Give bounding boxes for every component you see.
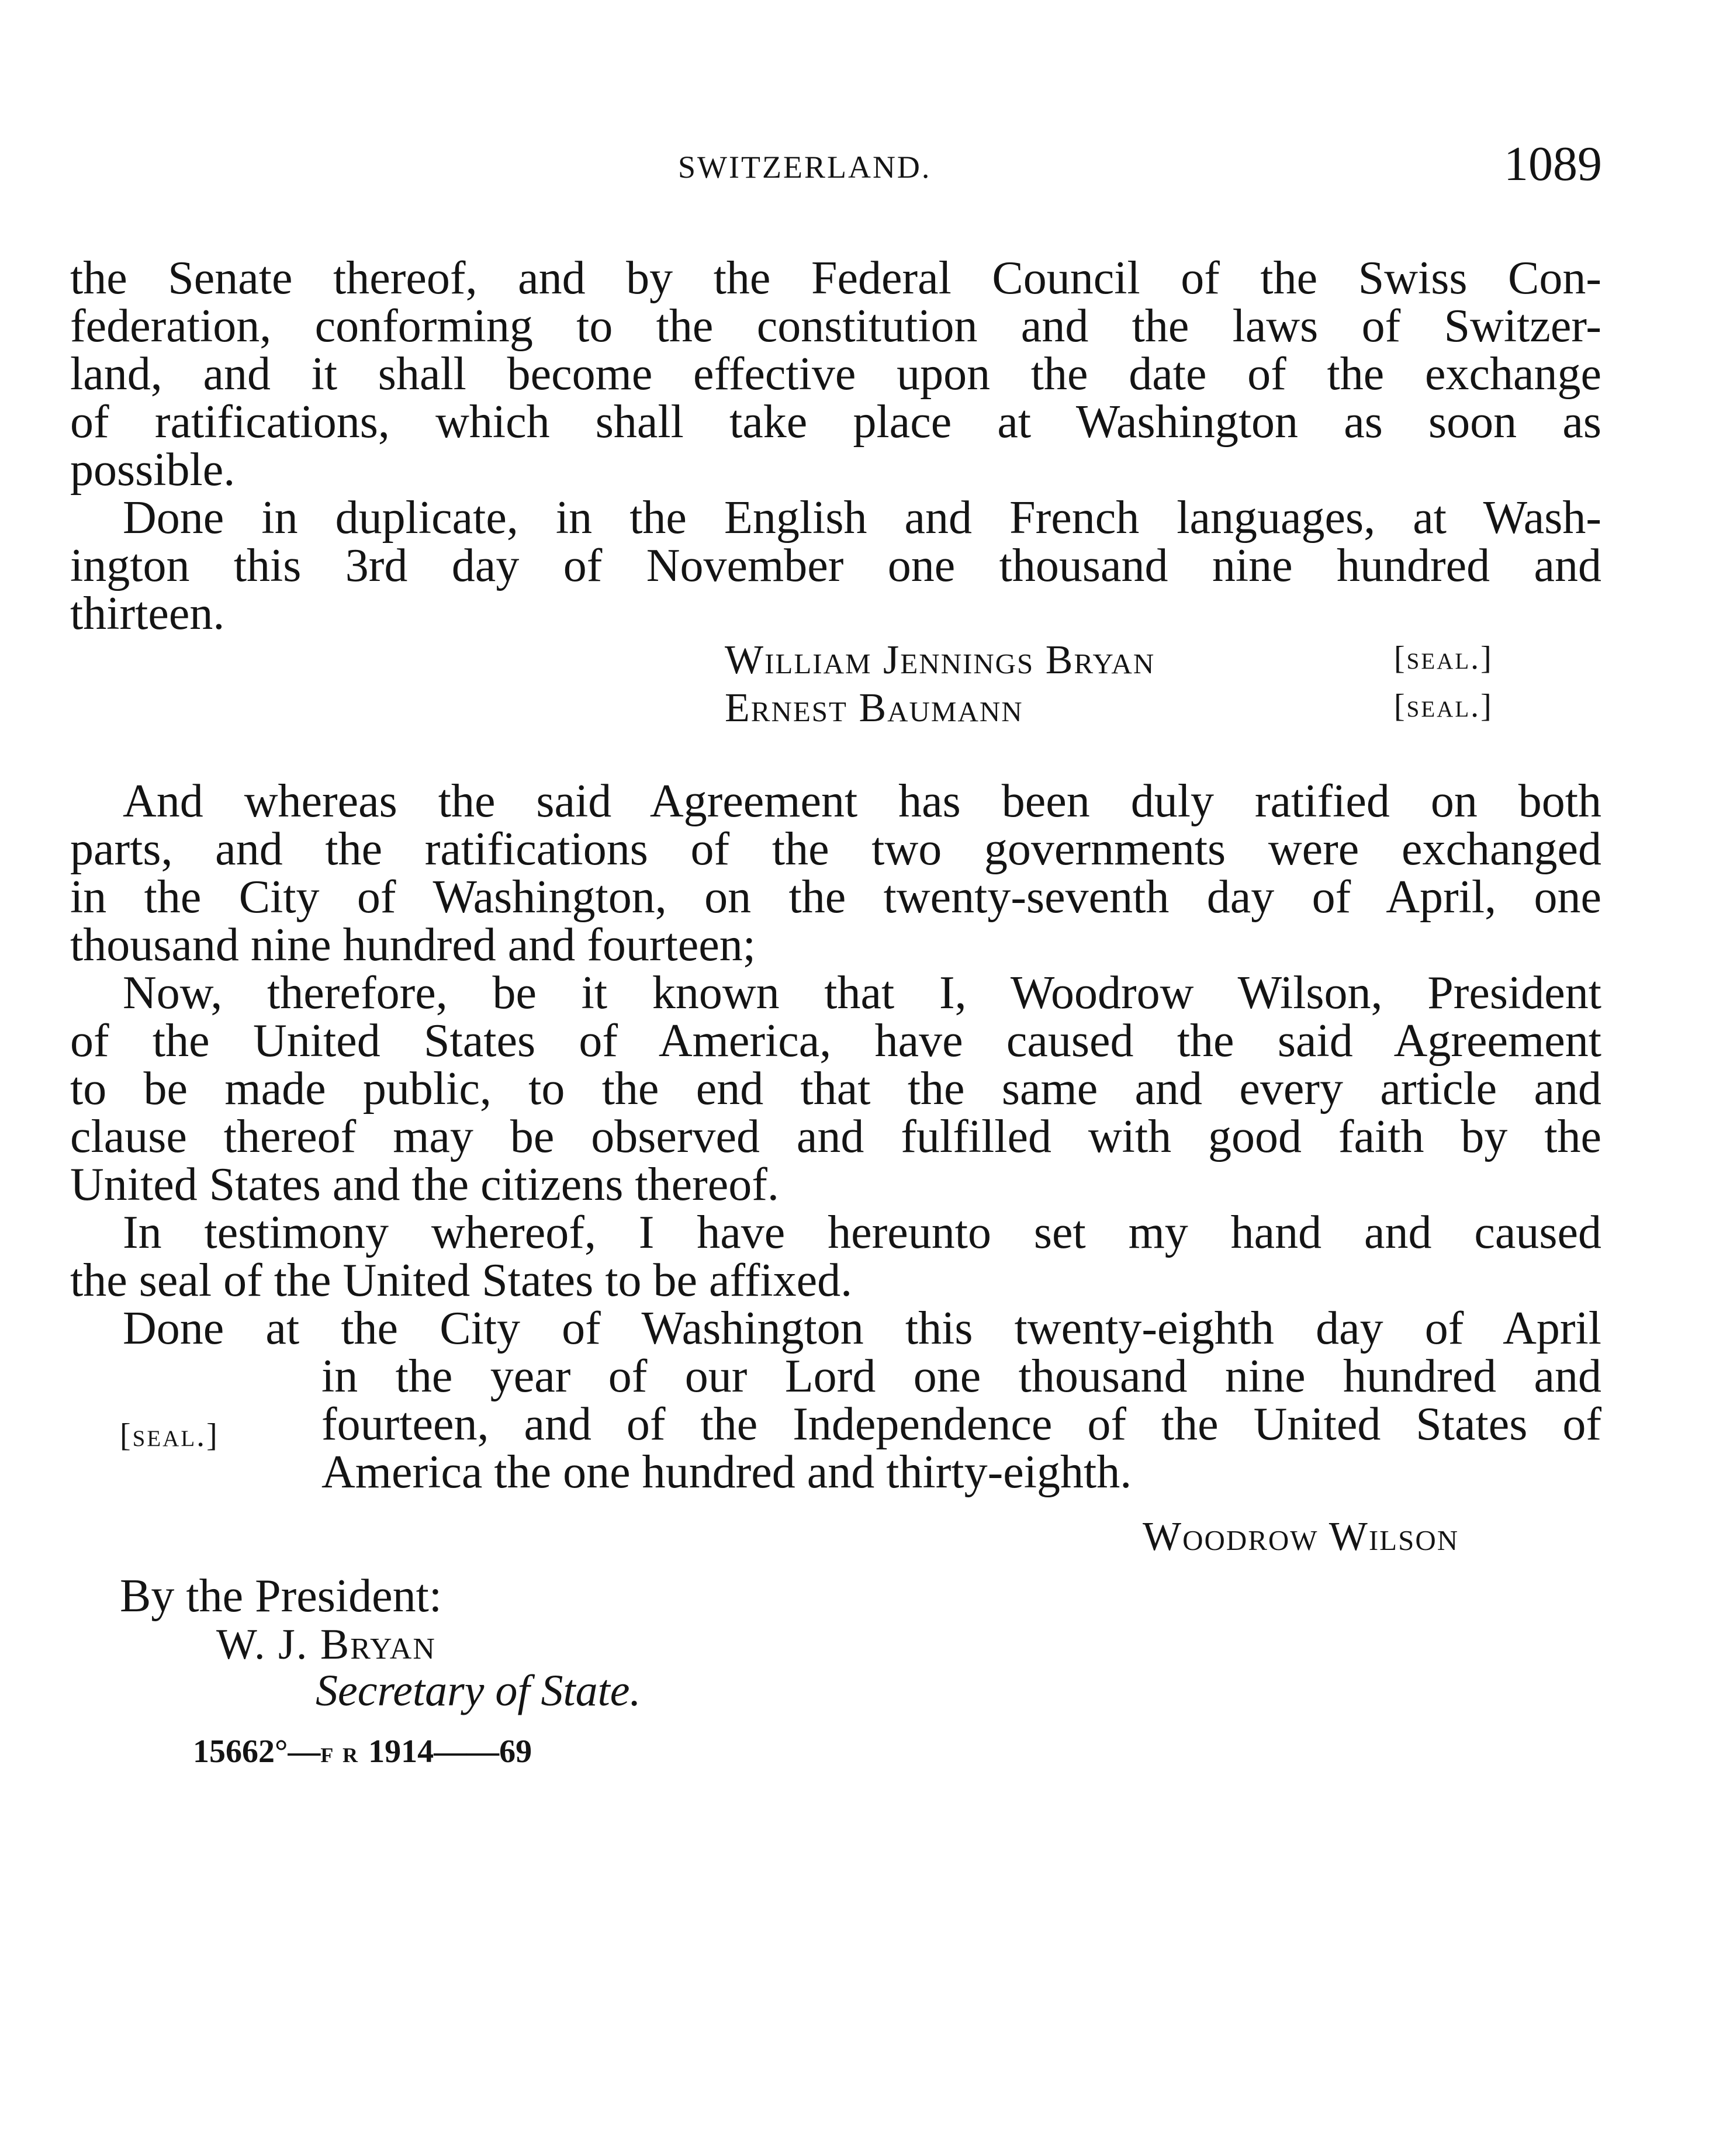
print-code [193,1733,532,1770]
text-line: land, and it shall become effective upon the date of the exchange [70,348,1601,400]
text-line: federation, conforming to the constitution and the laws of Switzer- [70,300,1601,352]
paragraph-in-testimony [70,1209,1601,1304]
signatory-name: Ernest Baumann [725,686,1023,731]
print-code-prefix: 15662°— [193,1733,321,1770]
text-line: clause thereof may be observed and fulfilled with good faith by the [70,1111,1601,1162]
text-line: possible. [70,444,236,496]
print-code-suffix: 1914——69 [360,1733,532,1770]
text-line: ington this 3rd day of November one thousand nine hundred and [70,540,1601,591]
text-line: to be made public, to the end that the same and every article and [70,1063,1601,1115]
text-line: the Senate thereof, and by the Federal Council of the Swiss Con- [70,252,1601,304]
seal-mark: [seal.] [1394,640,1493,676]
paragraph-now-therefore [70,969,1601,1209]
text-line: thousand nine hundred and fourteen; [70,919,756,971]
text-line: Done at the City of Washington this twenty-eighth day of April [123,1303,1601,1354]
seal-mark: [seal.] [1394,688,1493,724]
paragraph-done-at-washington [70,1304,1601,1352]
running-head: SWITZERLAND. [678,150,932,185]
text-line: Done in duplicate, in the English and French languages, at Wash- [123,492,1601,544]
text-line: In testimony whereof, I have hereunto set my hand and caused [123,1207,1601,1258]
text-line: fourteen, and of the Independence of the United States of [321,1399,1601,1450]
paragraph-whereas-ratified [70,777,1601,969]
text-line: parts, and the ratifications of the two governments were exchanged [70,823,1601,875]
by-the-president: By the President: [120,1570,442,1622]
seal-mark: [seal.] [120,1417,219,1454]
text-line: of the United States of America, have caused the said Agreement [70,1015,1601,1067]
text-line: America the one hundred and thirty-eighth. [321,1446,1132,1498]
secretary-title: Secretary of State. [316,1666,641,1715]
text-line: the seal of the United States to be affixed. [70,1255,853,1306]
paragraph-closing-article [70,254,1601,494]
text-line: Now, therefore, be it known that I, Woodrow Wilson, President [123,967,1601,1019]
paragraph-done-at-washington-continued [321,1352,1601,1496]
text-line: in the City of Washington, on the twenty-seventh day of April, one [70,871,1601,923]
secretary-name: W. J. Bryan [216,1621,436,1669]
signatory-name: William Jennings Bryan [725,638,1155,683]
print-code-fr: F R [320,1743,361,1767]
text-line: And whereas the said Agreement has been duly ratified on both [123,776,1601,827]
text-line: of ratifications, which shall take place at Washington as soon as [70,396,1601,448]
page-number: 1089 [1504,137,1602,191]
text-line: in the year of our Lord one thousand nine hundred and [321,1351,1601,1402]
president-signature: Woodrow Wilson [1143,1514,1459,1559]
text-line: United States and the citizens thereof. [70,1159,779,1210]
paragraph-done-in-duplicate [70,494,1601,638]
text-line: thirteen. [70,588,225,639]
